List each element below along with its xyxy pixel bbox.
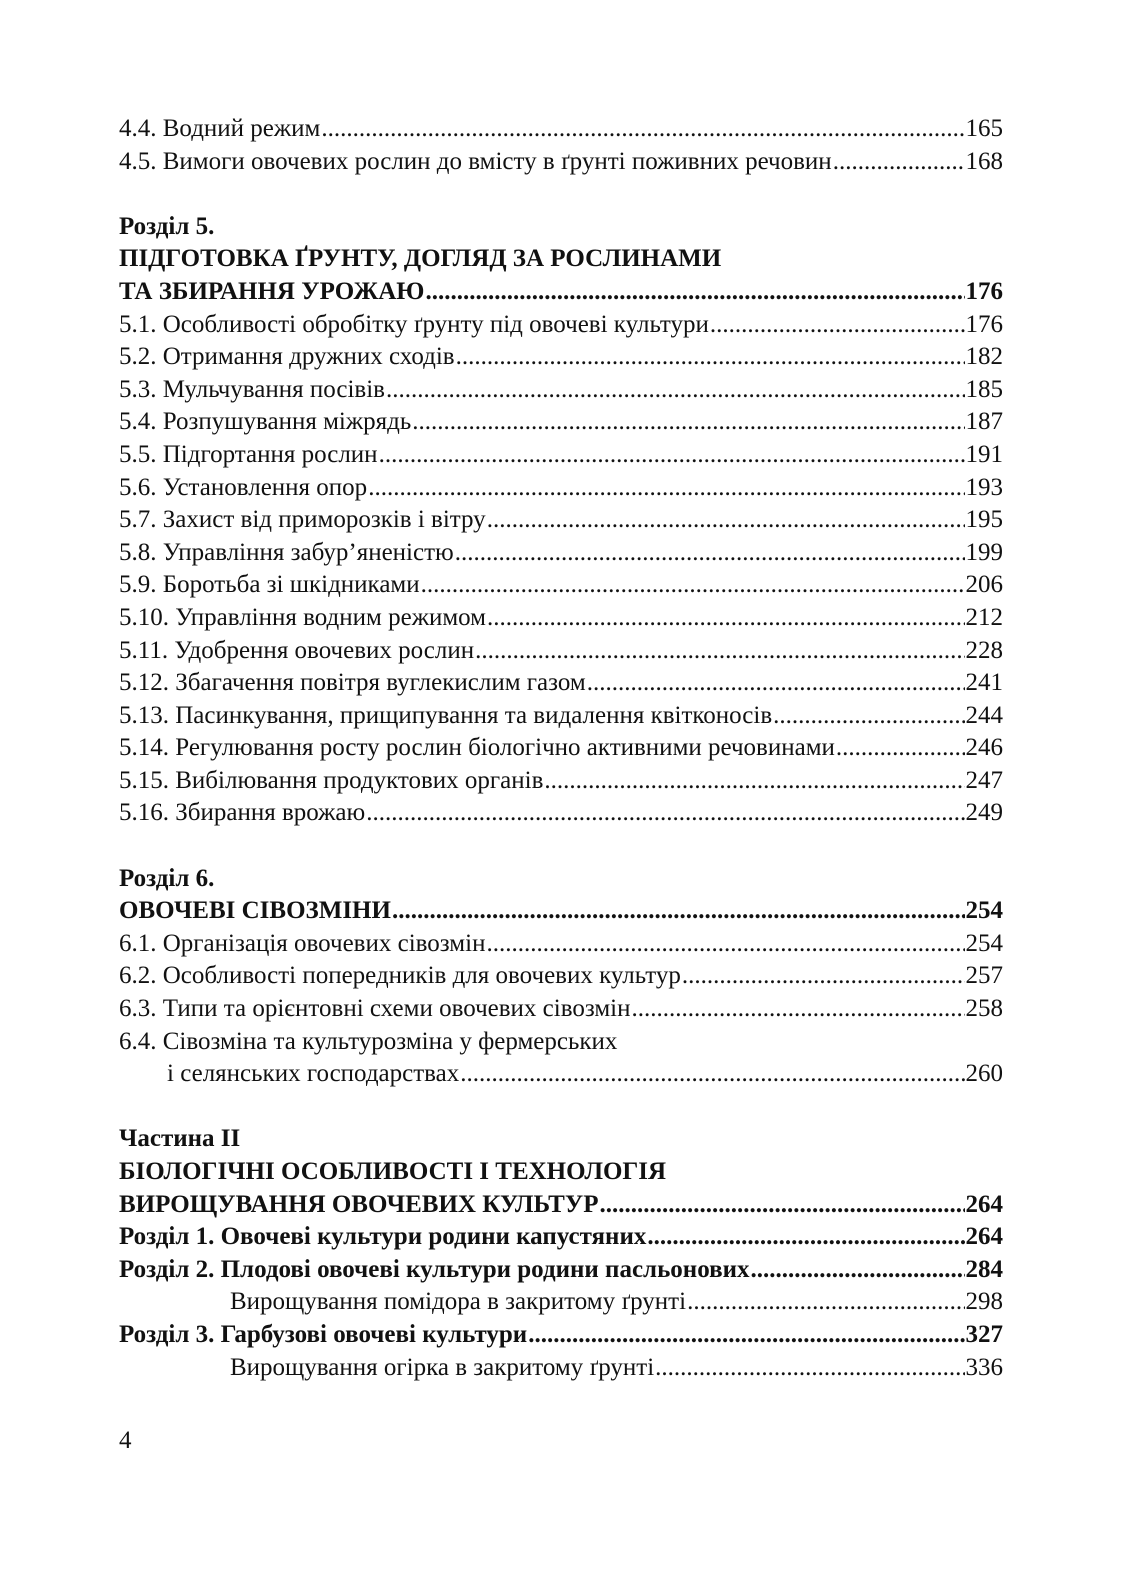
dot-leader (528, 1319, 964, 1352)
toc-entry (119, 504, 1003, 537)
toc-entry-page: 254 (965, 929, 1003, 957)
toc-entry (119, 1058, 1003, 1091)
dot-leader (487, 602, 964, 635)
toc-entry (119, 309, 1003, 342)
toc-entry (119, 667, 1003, 700)
toc-entry (119, 993, 1003, 1026)
section-6-entries (119, 928, 1003, 1026)
toc-entry-title: Вирощування помідора в закритому ґрунті (230, 1288, 687, 1316)
chapter-entry (119, 1254, 1003, 1287)
toc-entry (119, 341, 1003, 374)
toc-entry-title: 4.5. Вимоги овочевих рослин до вмісту в ґрунті поживних речовин (119, 147, 832, 175)
toc-entry (119, 1286, 1003, 1319)
toc-entry-page: 244 (965, 701, 1003, 729)
toc-entry-line1: 6.4. Сівозміна та культурозміна у фермерських (119, 1027, 618, 1055)
toc-entry-title: 4.4. Водний режим (119, 115, 321, 142)
toc-entry-page: 182 (965, 343, 1003, 371)
dot-leader (321, 113, 964, 146)
toc-entry (119, 960, 1003, 993)
dot-leader (368, 472, 964, 505)
toc-entry (119, 635, 1003, 668)
dot-leader (587, 667, 965, 700)
dot-leader (773, 700, 964, 733)
toc-entry (119, 1352, 1003, 1385)
toc-entry-page: 336 (965, 1353, 1003, 1381)
dot-leader (456, 341, 965, 374)
section-heading-entry (119, 895, 1003, 928)
toc-entry (119, 928, 1003, 961)
toc-entry-title: 5.1. Особливості обробітку ґрунту під овочеві культури (119, 310, 709, 338)
dot-leader (687, 1286, 964, 1319)
part-heading: БІОЛОГІЧНІ ОСОБЛИВОСТІ І ТЕХНОЛОГІЯ (119, 1158, 667, 1185)
toc-entry-page: 199 (965, 538, 1003, 566)
dot-leader (836, 732, 965, 765)
dot-leader (682, 960, 965, 993)
toc-entry-page: 298 (965, 1288, 1003, 1316)
dot-leader (599, 1189, 964, 1222)
dot-leader (647, 1221, 964, 1254)
toc-entry (119, 374, 1003, 407)
toc-entry-title: 5.2. Отримання дружних сходів (119, 343, 455, 371)
toc-entry-page: 187 (965, 408, 1003, 436)
toc-entry-title: 5.15. Вибілювання продуктових органів (119, 766, 544, 794)
toc-entry-page: 165 (965, 115, 1003, 142)
section-label: Розділ 6. (119, 864, 215, 892)
section-heading: ПІДГОТОВКА ҐРУНТУ, ДОГЛЯД ЗА РОСЛИНАМИ (119, 245, 722, 273)
chapter-page: 284 (965, 1255, 1003, 1283)
toc-entry-title: Вирощування огірка в закритому ґрунті (230, 1353, 655, 1381)
toc-entry-page: 176 (965, 310, 1003, 338)
dot-leader (632, 993, 965, 1026)
toc-entry-title: 5.14. Регулювання росту рослин біологічно активними речовинами (119, 734, 835, 762)
toc-entry-page: 228 (965, 636, 1003, 664)
dot-leader (544, 765, 964, 798)
dot-leader (379, 439, 965, 472)
toc-entry (119, 113, 1003, 146)
section-heading-title: ТА ЗБИРАННЯ УРОЖАЮ (119, 277, 425, 305)
toc-entry-title: 5.7. Захист від приморозків і вітру (119, 506, 486, 534)
toc-entry-page: 195 (965, 506, 1003, 534)
section-5-entries (119, 309, 1003, 831)
toc-entry-page: 212 (965, 603, 1003, 631)
toc-entry (119, 472, 1003, 505)
toc-entry-page: 206 (965, 571, 1003, 599)
chapter-entry (119, 1221, 1003, 1254)
chapter-title: Розділ 3. Гарбузові овочеві культури (119, 1320, 528, 1348)
toc-entry-page: 257 (965, 962, 1003, 990)
part-heading-entry (119, 1189, 1003, 1222)
toc-entry-title: 5.16. Збирання врожаю (119, 799, 366, 827)
toc-entry (119, 700, 1003, 733)
toc-entry (119, 797, 1003, 830)
dot-leader (475, 635, 964, 668)
section-heading-title: ОВОЧЕВІ СІВОЗМІНИ (119, 897, 391, 925)
dot-leader (421, 569, 965, 602)
dot-leader (392, 895, 965, 928)
toc-entry (119, 602, 1003, 635)
toc-entry-page: 246 (965, 734, 1003, 762)
toc-entry-page: 258 (965, 995, 1003, 1023)
toc-entry-page: 185 (965, 375, 1003, 403)
toc-entry-page: 191 (965, 440, 1003, 468)
part-heading-page: 264 (965, 1190, 1003, 1218)
toc-entry-title: 5.13. Пасинкування, прищипування та видалення квітконосів (119, 701, 773, 729)
section-label: Розділ 5. (119, 212, 215, 240)
chapter-page: 264 (965, 1223, 1003, 1251)
toc-entry-page: 168 (965, 147, 1003, 175)
toc-entry-page: 193 (965, 473, 1003, 501)
part-label: Частина II (119, 1125, 241, 1153)
toc-entry-title: 6.1. Організація овочевих сівозмін (119, 929, 486, 957)
table-of-contents (119, 113, 1003, 1384)
toc-entry-page: 249 (965, 799, 1003, 827)
toc-entry-title: 5.10. Управління водним режимом (119, 603, 487, 631)
dot-leader (833, 146, 965, 179)
toc-entry-title: 5.4. Розпушування міжрядь (119, 408, 412, 436)
chapter-title: Розділ 1. Овочеві культури родини капустяних (119, 1223, 647, 1251)
dot-leader (412, 406, 964, 439)
toc-entry (119, 732, 1003, 765)
toc-entry-title: 5.9. Боротьба зі шкідниками (119, 571, 420, 599)
chapter-entry (119, 1319, 1003, 1352)
toc-entry-page: 260 (965, 1060, 1003, 1088)
dot-leader (655, 1352, 964, 1385)
section-heading-page: 254 (965, 897, 1003, 925)
dot-leader (751, 1254, 965, 1287)
toc-entry (119, 765, 1003, 798)
toc-entry-title: 5.6. Установлення опор (119, 473, 368, 501)
toc-entry-title: 6.2. Особливості попередників для овочевих культур (119, 962, 681, 990)
toc-entry (119, 537, 1003, 570)
toc-entry-title: 6.3. Типи та орієнтовні схеми овочевих сівозмін (119, 995, 631, 1023)
dot-leader (460, 1058, 964, 1091)
toc-entry (119, 439, 1003, 472)
chapter-title: Розділ 2. Плодові овочеві культури родини пасльонових (119, 1255, 750, 1283)
toc-entry-title: 5.5. Підгортання рослин (119, 440, 378, 468)
section-heading-page: 176 (965, 277, 1003, 305)
section-heading-entry (119, 276, 1003, 309)
toc-entry-page: 241 (965, 669, 1003, 697)
dot-leader (425, 276, 964, 309)
page-number: 4 (119, 1427, 132, 1454)
toc-entry-title: 5.12. Збагачення повітря вуглекислим газом (119, 669, 586, 697)
toc-entry-title: 5.3. Мульчування посівів (119, 375, 385, 403)
toc-entry (119, 569, 1003, 602)
toc-entry-title: 5.8. Управління забур’яненістю (119, 538, 454, 566)
dot-leader (710, 309, 965, 342)
part-heading-title: ВИРОЩУВАННЯ ОВОЧЕВИХ КУЛЬТУР (119, 1190, 599, 1218)
chapter-page: 327 (965, 1320, 1003, 1348)
toc-entry-title: 5.11. Удобрення овочевих рослин (119, 636, 475, 664)
dot-leader (455, 537, 965, 570)
dot-leader (386, 374, 965, 407)
dot-leader (366, 797, 964, 830)
toc-entry (119, 146, 1003, 179)
dot-leader (486, 928, 964, 961)
toc-entry-title: і селянських господарствах (167, 1060, 460, 1088)
toc-entry (119, 406, 1003, 439)
toc-entry-page: 247 (965, 766, 1003, 794)
dot-leader (487, 504, 965, 537)
